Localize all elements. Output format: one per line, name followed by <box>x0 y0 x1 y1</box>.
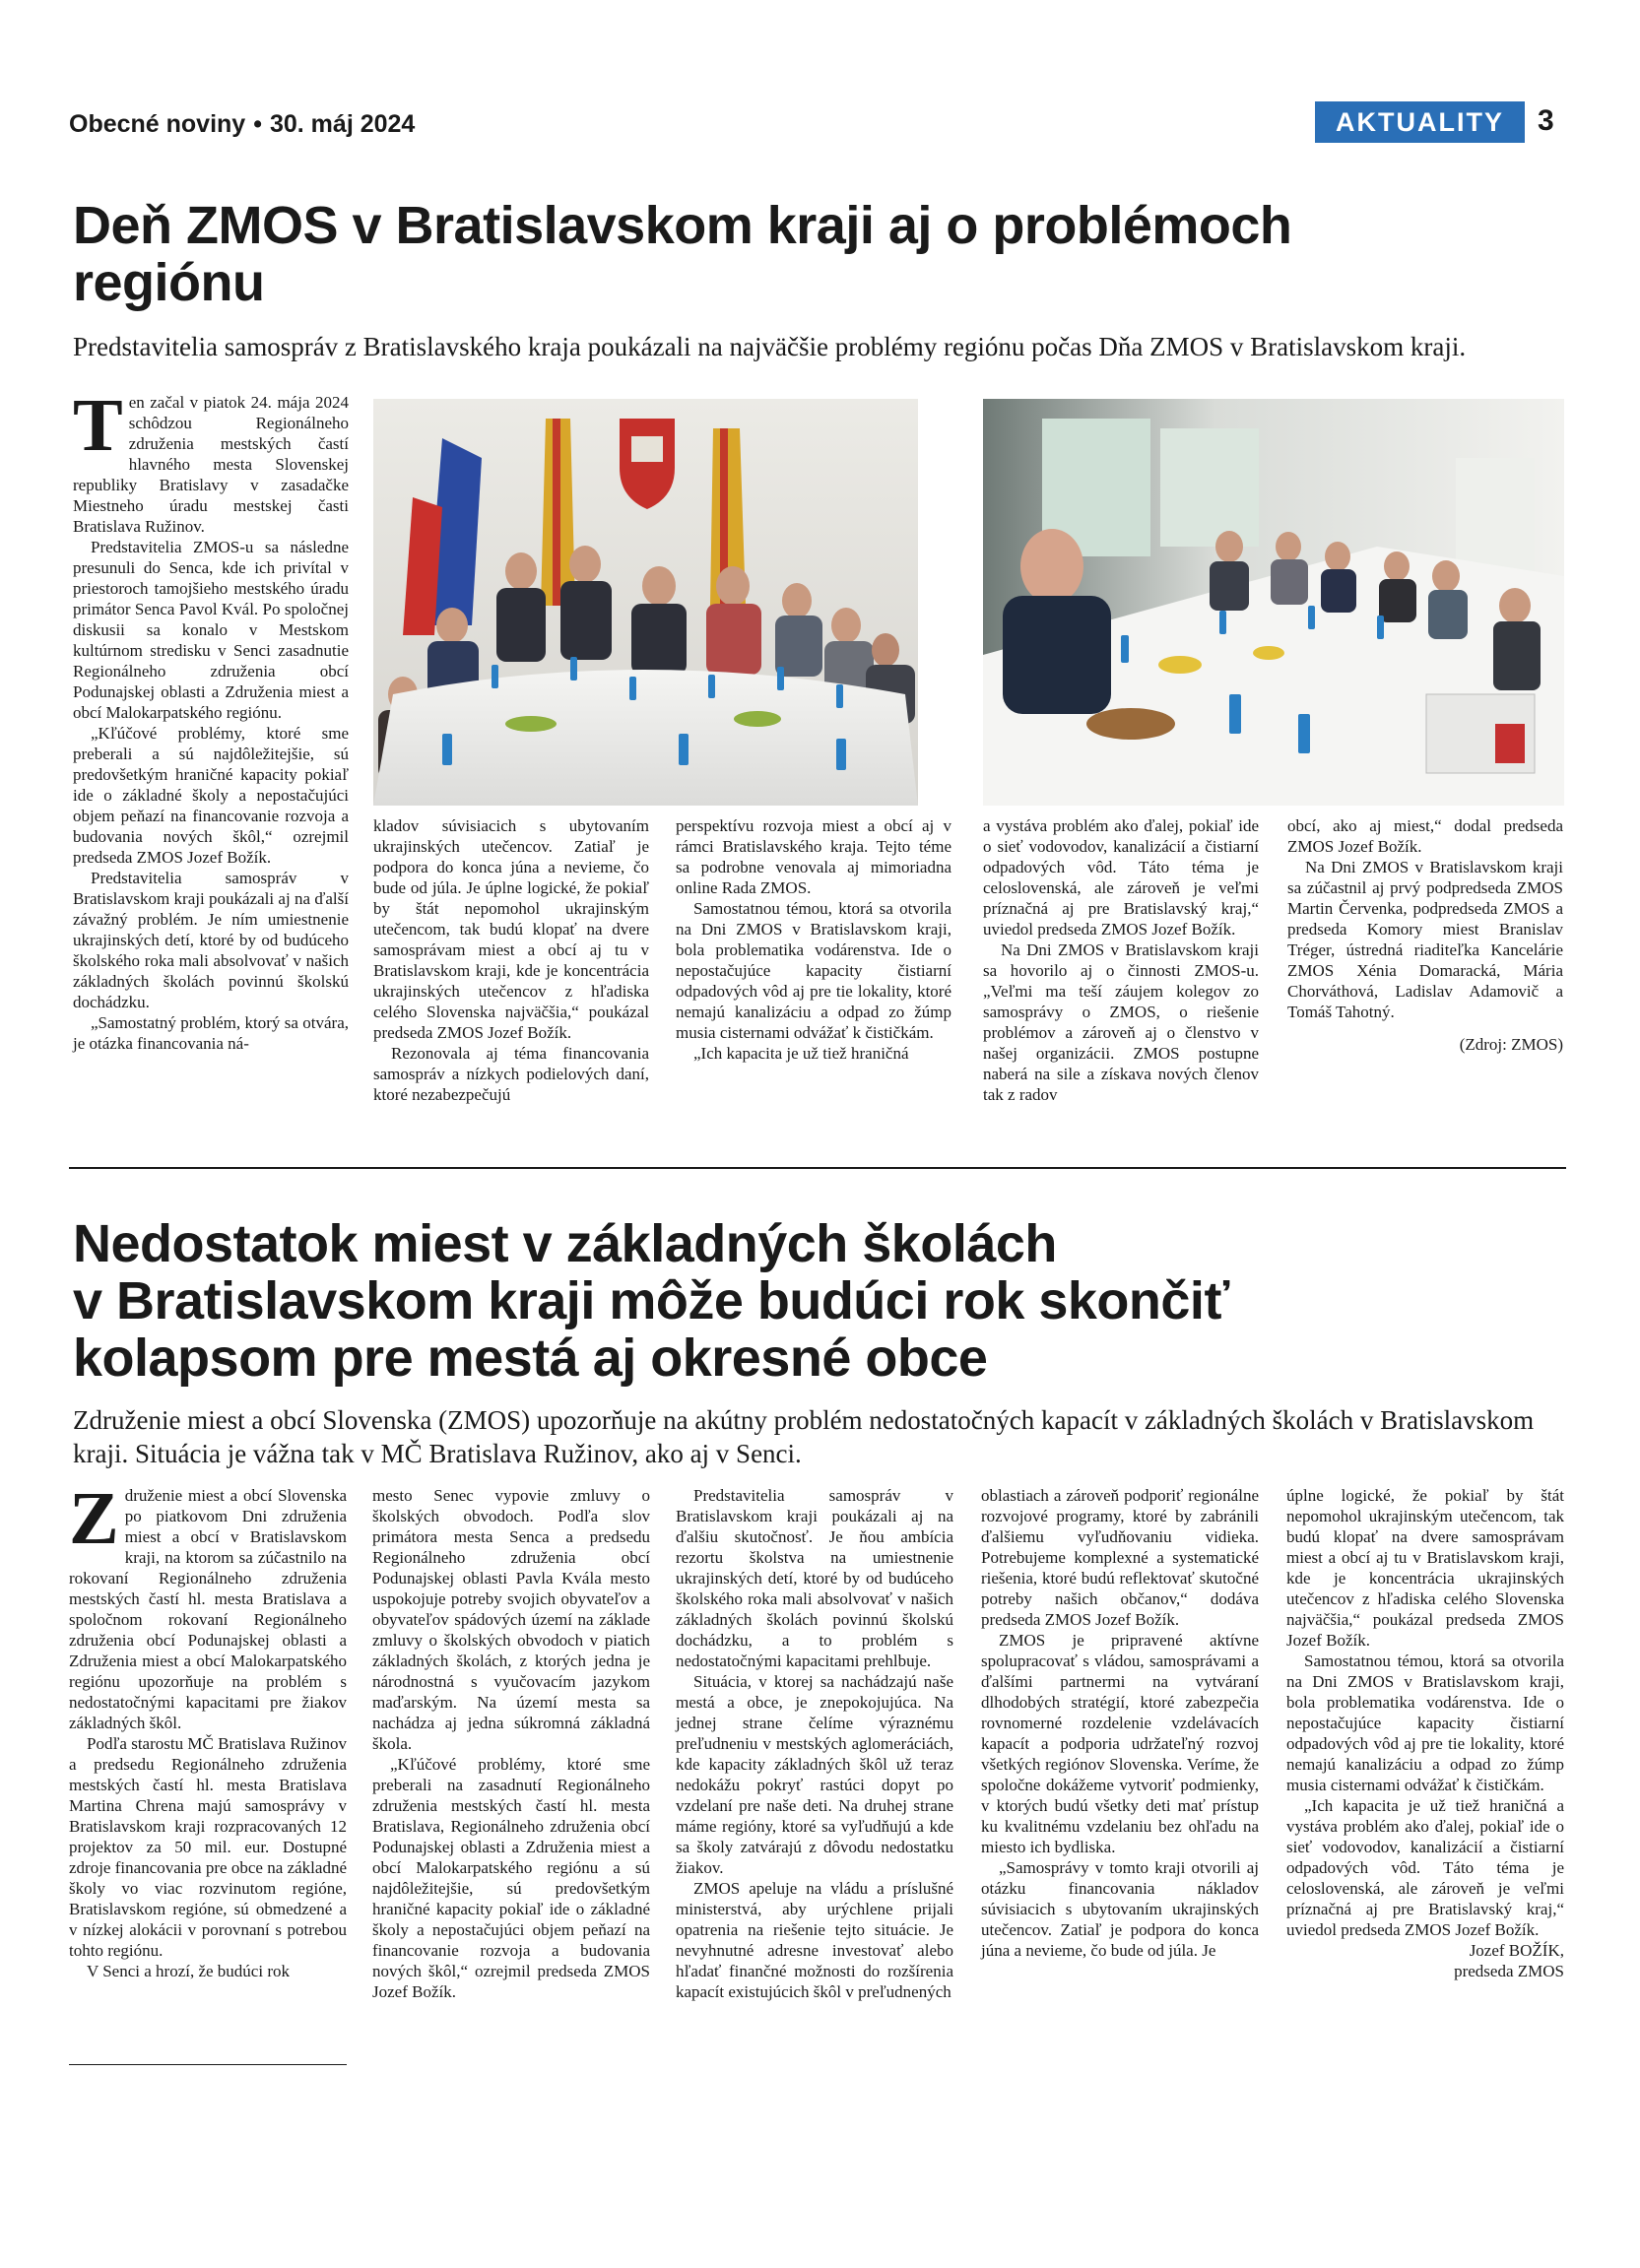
paragraph: oblastiach a zároveň podporiť regionálne rozvojové programy, ktoré by zabránili ďalšiemu vyľudňovaniu vidieka. Potrebujeme komplexné a systematické riešenia, ktoré budú reflektovať skutočné potreby našich občanov,“ dodáva predseda ZMOS Jozef Božík. <box>981 1486 1259 1629</box>
article2-column-4 <box>981 1485 1259 1961</box>
paragraph: Samostatnou témou, ktorá sa otvorila na Dni ZMOS v Bratislavskom kraji, bola problematika vodárenstva. Ide o nepostačujúce kapacity čistiarní odpadových vôd aj pre tie lokality, ktoré nemajú kanalizáciu a odpad zo žúmp musia cisternami odvážať k čističkám. <box>676 899 951 1042</box>
headline-line: v Bratislavskom kraji môže budúci rok skončiť <box>73 1271 1229 1330</box>
paragraph: ZMOS apeluje na vládu a príslušné ministerstvá, aby urýchlene prijali opatrenia na riešenie tejto situácie. Je nevyhnutné adresne investovať alebo hľadať finančné možnosti do rozšírenia kapacít existujúcich škôl v preľudnených <box>676 1879 953 2001</box>
article2-column-1 <box>69 1477 347 1981</box>
paragraph: „Kľúčové problémy, ktoré sme preberali na zasadnutí Regionálneho združenia mestských častí hl. mesta Bratislava, Regionálneho združenia obcí Podunajskej oblasti a Združenia miest a obcí Malokarpatského regiónu a sú najdôležitejšie, sú predovšetkým hraničné kapacity pokiaľ ide o základné školy a nepostačujúci objem peňazí na financovanie rozvoja a budovania nových škôl,“ ozrejmil predseda ZMOS Jozef Božík. <box>372 1755 650 2001</box>
paragraph: Rezonovala aj téma financovania samospráv a nízkych podielových daní, ktoré nezabezpečujú <box>373 1044 649 1104</box>
headline-line: kolapsom pre mestá aj okresné obce <box>73 1328 988 1388</box>
signature-name: Jozef BOŽÍK, <box>1469 1941 1564 1960</box>
article1-column-5 <box>1287 815 1563 1055</box>
paragraph: Na Dni ZMOS v Bratislavskom kraji sa hovorilo aj o činnosti ZMOS-u. „Veľmi ma teší záujem kolegov zo samosprávy o ZMOS, o riešenie problémov a zároveň aj o členstvo v našej organizácii. ZMOS postupne naberá na sile a získava nových členov tak z radov <box>983 940 1259 1104</box>
article-divider <box>69 1167 1566 1169</box>
signature <box>1286 1940 1564 1981</box>
article1-column-2 <box>373 815 649 1105</box>
article2-column-2 <box>372 1485 650 2002</box>
paragraph: Na Dni ZMOS v Bratislavskom kraji sa zúčastnil aj prvý podpredseda ZMOS Martin Červenka, podpredseda ZMOS a predseda Komory miest Branislav Tréger, ústredná riaditeľka Kancelárie ZMOS Xénia Domaracká, Mária Chorváthová, Ladislav Adamovič a Tomáš Tahotný. <box>1287 858 1563 1021</box>
paragraph: perspektívu rozvoja miest a obcí aj v rámci Bratislavského kraja. Tejto téme sa podrobne venovala aj mimoriadna online Rada ZMOS. <box>676 816 951 897</box>
paragraph: kladov súvisiacich s ubytovaním ukrajinských utečencov. Zatiaľ je podpora do konca júna a nevieme, čo bude od júla. Je úplne logické, že pokiaľ by štát nepomohol ukrajinským utečencom, tak budú klopať na dvere samosprávam miest a obcí aj tu v Bratislavskom kraji, kde je koncentrácia ukrajinských utečencov z hľadiska celého Slovenska najväčšia,“ poukázal predseda ZMOS Jozef Božík. <box>373 816 649 1042</box>
paragraph: ZMOS je pripravené aktívne spolupracovať s vládou, samosprávami a ďalšími partnermi na vytváraní dlhodobých stratégií, ktoré zabezpečia rovnomerné rozdelenie vzdelávacích kapacít a podporia udržateľný rozvoj všetkých regiónov Slovenska. Veríme, že spoločne dokážeme vytvoriť podmienky, v ktorých budú všetky deti mať prístup ku kvalitnému vzdelaniu bez ohľadu na miesto ich bydliska. <box>981 1631 1259 1856</box>
article2-lead: Združenie miest a obcí Slovenska (ZMOS) upozorňuje na akútny problém nedostatočných kapacít v základných školách v Bratislavskom kraji. Situácia je vážna tak v MČ Bratislava Ružinov, ako aj v Senci. <box>73 1405 1535 1468</box>
signature-role: predseda ZMOS <box>1454 1962 1564 1980</box>
paragraph: Predstavitelia ZMOS-u sa následne presunuli do Senca, kde ich privítal v priestoroch tamojšieho mestského úradu primátor Senca Pavol Kvál. Po spoločnej diskusii sa konalo v Mestskom kultúrnom stredisku v Senci zasadnutie Regionálneho združenia obcí Podunajskej oblasti a Združenia miest a obcí Malokarpatského regiónu. <box>73 538 349 722</box>
paragraph: mesto Senec vypovie zmluvy o školských obvodoch. Podľa slov primátora mesta Senca a predsedu Regionálneho združenia obcí Podunajskej oblasti Pavla Kvála mesto uspokojuje potreby svojich obyvateľov a obyvateľov spádových území na základe zmluvy o školských obvodoch v piatich základných školách, z ktorých jedna je národnostná s vyučovacím jazykom maďarským. Na území mesta sa nachádza aj jedna súkromná základná škola. <box>372 1486 650 1753</box>
headline-line: Nedostatok miest v základných školách <box>73 1214 1057 1273</box>
article2-column-3 <box>676 1485 953 2002</box>
paragraph: Ten začal v piatok 24. mája 2024 schôdzou Regionálneho združenia mestských častí hlavného mesta Slovenskej republiky Bratislavy v zasadačke Miestneho úradu mestskej časti Bratislava Ružinov. <box>73 384 349 536</box>
paragraph: Združenie miest a obcí Slovenska po piatkovom Dni združenia miest a obcí v Bratislavskom kraji, na ktorom sa zúčastnilo na rokovaní Regionálneho združenia mestských častí hl. mesta Bratislava a spoločnom rokovaní Regionálneho združenia obcí Podunajskej oblasti a Združenia miest a obcí Malokarpatského regiónu upozorňuje na problém s nedostatočnými kapacitami pre žiakov základných škôl. <box>69 1477 347 1732</box>
paragraph: Predstavitelia samospráv v Bratislavskom kraji poukázali aj na ďalšiu skutočnosť. Je ňou ambícia rezortu školstva na umiestnenie ukrajinských detí, ktoré by od budúceho školského roka mali absolvovať v našich základných školách povinnú školskú dochádzku, a to problém s nedostatočnými kapacitami prehlbuje. <box>676 1486 953 1670</box>
publication-name: Obecné noviny <box>69 110 246 138</box>
photo-meeting-table <box>983 399 1564 806</box>
article1-headline <box>73 197 1531 311</box>
paragraph: a vystáva problém ako ďalej, pokiaľ ide o sieť vodovodov, kanalizácií a čistiarní odpadových vôd. Táto téma je celoslovenská, ale zároveň je veľmi príznačná aj pre Bratislavský kraj,“ uviedol predseda ZMOS Jozef Božík. <box>983 816 1259 939</box>
paragraph: „Samostatný problém, ktorý sa otvára, je otázka financovania ná- <box>73 1013 349 1053</box>
paragraph: „Ich kapacita je už tiež hraničná a vystáva problém ako ďalej, pokiaľ ide o sieť vodovodov, kanalizácií a čistiarní odpadových vôd. Táto téma je celoslovenská, ale zároveň je veľmi príznačná aj pre Bratislavský kraj,“ uviedol predseda ZMOS Jozef Božík. <box>1286 1796 1564 1939</box>
dropcap: T <box>73 384 123 467</box>
dropcap: Z <box>69 1477 119 1560</box>
photo-meeting-senec <box>373 399 918 806</box>
paragraph: úplne logické, že pokiaľ by štát nepomohol ukrajinským utečencom, tak budú klopať na dvere samosprávam miest a obcí aj tu v Bratislavskom kraji, kde je koncentrácia ukrajinských utečencov z hľadiska celého Slovenska najväčšia,“ poukázal predseda ZMOS Jozef Božík. <box>1286 1486 1564 1650</box>
headline-line: Deň ZMOS v Bratislavskom kraji aj o problémoch <box>73 196 1292 255</box>
article1-lead: Predstavitelia samospráv z Bratislavského kraja poukázali na najväčšie problémy regiónu počas Dňa ZMOS v Bratislavskom kraji. <box>73 332 1467 361</box>
paragraph: Predstavitelia samospráv v Bratislavskom kraji poukázali aj na ďalší závažný problém. Je ním umiestnenie ukrajinských detí, ktoré by od budúceho školského roka mali absolvovať v našich základných školách povinnú školskú dochádzku. <box>73 869 349 1011</box>
paragraph: V Senci a hrozí, že budúci rok <box>87 1962 290 1980</box>
paragraph: „Samosprávy v tomto kraji otvorili aj otázku financovania nákladov súvisiacich s ubytovaním ukrajinských utečencov. Zatiaľ je podpora do konca júna a nevieme, čo bude od júla. Je <box>981 1858 1259 1960</box>
paragraph: Podľa starostu MČ Bratislava Ružinov a predsedu Regionálneho združenia mestských častí hl. mesta Bratislava Martina Chrena majú samosprávy v Bratislavskom kraji rozpracovaných 12 projektov za 50 mil. eur. Dostupné zdroje financovania pre obce na základné školy vo viac rozvinutom regióne, Bratislavskom regióne, sú obmedzené a v nízkej alokácii v porovnaní s potrebou tohto regiónu. <box>69 1734 347 1960</box>
paragraph: Samostatnou témou, ktorá sa otvorila na Dni ZMOS v Bratislavskom kraji, bola problematika vodárenstva. Ide o nepostačujúce kapacity čistiarní odpadových vôd aj pre tie lokality, ktoré nemajú kanalizáciu a odpad zo žúmp musia cisternami odvážať k čističkám. <box>1286 1652 1564 1794</box>
article1-column-1 <box>73 384 349 1054</box>
article1-column-4 <box>983 815 1259 1105</box>
article2-headline <box>73 1215 1531 1387</box>
article2-column-5 <box>1286 1485 1564 1981</box>
separator-dot: • <box>253 110 262 138</box>
section-label: AKTUALITY <box>1315 101 1525 143</box>
page-number: 3 <box>1538 104 1554 137</box>
column-end-rule <box>69 2064 347 2065</box>
paragraph: Situácia, v ktorej sa nachádzajú naše mestá a obce, je znepokojujúca. Na jednej strane čelíme výraznému preľudneniu v mestských aglomeráciách, kde kapacity základných škôl už teraz nedokážu pokryť rastúci dopyt po vzdelaní pre naše deti. Na druhej strane máme regióny, ktoré sa vyľudňujú a kde sa školy zatvárajú z dôvodu nedostatku žiakov. <box>676 1672 953 1877</box>
meeting-photo-2 <box>983 399 1564 806</box>
meeting-photo-1 <box>373 399 918 806</box>
issue-date: 30. máj 2024 <box>269 110 416 138</box>
paragraph: „Kľúčové problémy, ktoré sme preberali a sú najdôležitejšie, sú predovšetkým hraničné kapacity pokiaľ ide o základné školy a nepostačujúci objem peňazí na financovanie rozvoja a budovania nových škôl,“ ozrejmil predseda ZMOS Jozef Božík. <box>73 724 349 867</box>
paragraph: obcí, ako aj miest,“ dodal predseda ZMOS Jozef Božík. <box>1287 816 1563 856</box>
article1-column-3 <box>676 815 951 1064</box>
source-credit: (Zdroj: ZMOS) <box>1459 1035 1563 1054</box>
masthead <box>69 110 415 139</box>
headline-line: regiónu <box>73 253 265 312</box>
paragraph: „Ich kapacita je už tiež hraničná <box>693 1044 909 1063</box>
